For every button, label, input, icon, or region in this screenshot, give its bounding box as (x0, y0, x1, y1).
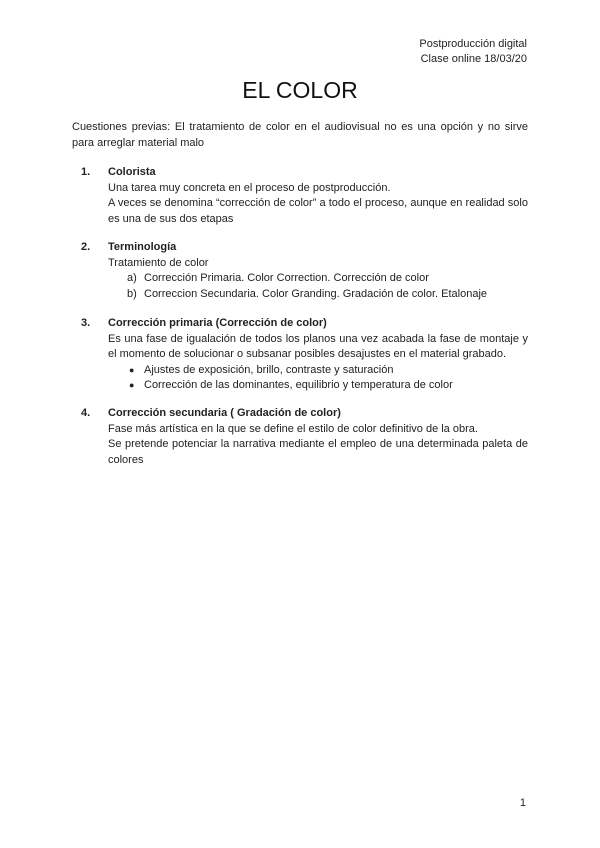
list-marker: b) (127, 287, 137, 300)
document-title: EL COLOR (242, 77, 358, 103)
page-number: 1 (519, 797, 526, 809)
section-paragraph: Fase más artística en la que se define el estilo de color definitivo de la obra. (108, 422, 478, 435)
bullet-text: Corrección de las dominantes, equilibrio y temperatura de color (144, 379, 453, 391)
section-colorista (72, 165, 528, 227)
section-paragraph: Se pretende potenciar la narrativa mediante el empleo de una determinada paleta de colores (108, 438, 528, 466)
section-terminologia (72, 240, 528, 302)
bullet-text: Ajustes de exposición, brillo, contraste y saturación (144, 363, 394, 376)
section-paragraph: A veces se denomina “corrección de color” a todo el proceso, aunque en realidad solo es una de sus dos etapas (108, 197, 528, 225)
bullet-item (108, 363, 528, 379)
section-heading: Corrección secundaria ( Gradación de color) (108, 407, 341, 419)
section-paragraph: Tratamiento de color (108, 256, 209, 269)
bullet-icon: ● (129, 364, 135, 375)
section-paragraph: Una tarea muy concreta en el proceso de postproducción. (108, 181, 391, 194)
list-item (108, 287, 528, 303)
section-heading: Corrección primaria (Corrección de color) (108, 317, 327, 329)
intro-paragraph: Cuestiones previas: El tratamiento de color en el audiovisual no es una opción y no sirve para arreglar material malo (72, 121, 528, 149)
list-item-text: Correccion Secundaria. Color Granding. Gradación de color. Etalonaje (144, 287, 488, 300)
section-number: 1. (81, 166, 91, 178)
bullet-icon: ● (129, 380, 135, 390)
list-marker: a) (127, 272, 137, 284)
header-course: Postproducción digital (419, 38, 527, 50)
section-heading: Colorista (108, 166, 156, 178)
section-number: 4. (81, 407, 91, 419)
section-number: 3. (81, 317, 91, 329)
section-correccion-primaria (72, 316, 528, 394)
header-date: Clase online 18/03/20 (420, 53, 527, 65)
section-paragraph: Es una fase de igualación de todos los planos una vez acabada la fase de montaje y el momento de solucionar o subsanar posibles desajustes en el material grabado. (108, 332, 528, 360)
section-heading: Terminología (108, 241, 177, 253)
bullet-item (108, 378, 528, 394)
section-number: 2. (81, 241, 91, 253)
list-item-text: Corrección Primaria. Color Correction. Corrección de color (144, 272, 429, 284)
document-header (419, 37, 527, 67)
list-item (108, 271, 528, 287)
section-correccion-secundaria (72, 406, 528, 468)
